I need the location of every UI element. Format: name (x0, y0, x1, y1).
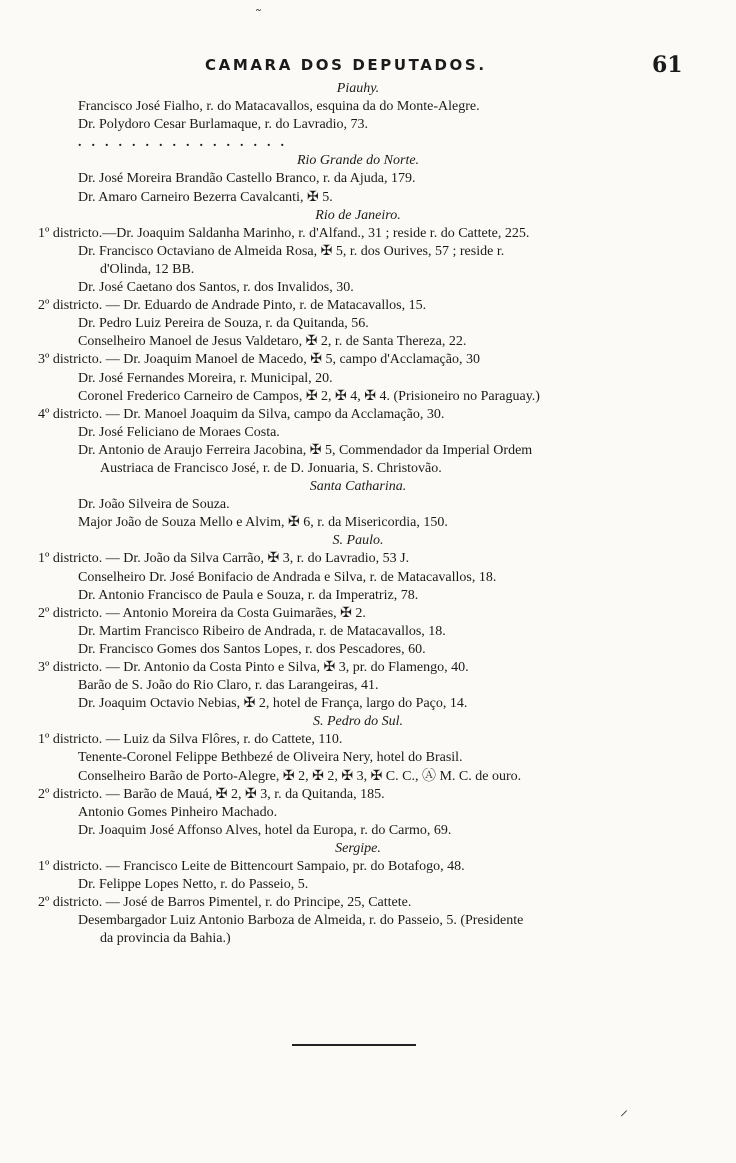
district-entry: 2º districto. — Antonio Moreira da Costa Guimarães, ✠ 2. (38, 605, 366, 621)
entry-line: Conselheiro Manoel de Jesus Valdetaro, ✠ 2, r. de Santa Thereza, 22. (78, 334, 467, 350)
entry-line: Dr. Polydoro Cesar Burlamaque, r. do Lavradio, 73. (78, 117, 369, 133)
entry-line: Conselheiro Dr. José Bonifacio de Andrada e Silva, r. de Matacavallos, 18. (78, 569, 497, 585)
entry-line: Dr. Joaquim José Affonso Alves, hotel da Europa, r. do Carmo, 69. (78, 822, 452, 838)
entry-line: Antonio Gomes Pinheiro Machado. (78, 804, 278, 820)
district-entry: 2º districto. — Dr. Eduardo de Andrade Pinto, r. de Matacavallos, 15. (38, 298, 427, 314)
province-heading: Santa Catharina. (309, 479, 407, 495)
entry-line: Barão de S. João do Rio Claro, r. das Larangeiras, 41. (78, 678, 379, 694)
district-entry: 1º districto. — Luiz da Silva Flôres, r. do Cattete, 110. (38, 732, 343, 748)
entry-line: Francisco José Fialho, r. do Matacavallos, esquina da do Monte-Alegre. (78, 99, 480, 115)
entry-line: Conselheiro Barão de Porto-Alegre, ✠ 2, ✠ 2, ✠ 3, ✠ C. C., Ⓐ M. C. de ouro. (78, 768, 522, 784)
district-entry: 2º districto. — José de Barros Pimentel, r. do Principe, 25, Cattete. (38, 895, 412, 911)
entry-line: Dr. José Caetano dos Santos, r. dos Invalidos, 30. (78, 280, 354, 296)
entry-line: Dr. José Moreira Brandão Castello Branco, r. da Ajuda, 179. (78, 171, 416, 187)
entry-line: Dr. Amaro Carneiro Bezerra Cavalcanti, ✠ 5. (78, 189, 333, 205)
stray-mark: ˜ (255, 8, 262, 24)
ellipsis-line: ................ (78, 135, 294, 151)
entry-line: Dr. Joaquim Octavio Nebias, ✠ 2, hotel de França, largo do Paço, 14. (78, 696, 468, 712)
running-title: CAMARA DOS DEPUTADOS. (205, 56, 487, 74)
entry-line: Dr. Pedro Luiz Pereira de Souza, r. da Quitanda, 56. (78, 316, 369, 332)
entry-line: Dr. Francisco Octaviano de Almeida Rosa, ✠ 5, r. dos Ourives, 57 ; reside r. (78, 243, 505, 259)
entry-line: Dr. Antonio de Araujo Ferreira Jacobina, ✠ 5, Commendador da Imperial Ordem (78, 442, 533, 458)
entry-line: Dr. Felippe Lopes Netto, r. do Passeio, 5. (78, 877, 309, 893)
district-entry: 1º districto. — Dr. João da Silva Carrão, ✠ 3, r. do Lavradio, 53 J. (38, 551, 410, 567)
district-entry: 3º districto. — Dr. Joaquim Manoel de Macedo, ✠ 5, campo d'Acclamação, 30 (38, 352, 480, 368)
entry-line: Dr. Antonio Francisco de Paula e Souza, r. da Imperatriz, 78. (78, 587, 419, 603)
deputies-list (38, 80, 678, 949)
page-number: 61 (652, 52, 683, 78)
entry-line: Dr. João Silveira de Souza. (78, 497, 230, 513)
province-heading: Sergipe. (335, 840, 381, 856)
entry-line: Dr. José Fernandes Moreira, r. Municipal, 20. (78, 370, 333, 386)
entry-line: Major João de Souza Mello e Alvim, ✠ 6, r. da Misericordia, 150. (78, 515, 448, 531)
district-entry: 2º districto. — Barão de Mauá, ✠ 2, ✠ 3, r. da Quitanda, 185. (38, 786, 385, 802)
province-heading: S. Paulo. (332, 533, 384, 549)
district-entry: 1º districto.—Dr. Joaquim Saldanha Marinho, r. d'Alfand., 31 ; reside r. do Cattete, 225. (38, 225, 530, 241)
province-heading: Rio Grande do Norte. (296, 153, 420, 169)
province-heading: Rio de Janeiro. (315, 207, 401, 223)
entry-line: Tenente-Coronel Felippe Bethbezé de Oliveira Nery, hotel do Brasil. (78, 750, 463, 766)
page-header (0, 52, 736, 80)
entry-line: Dr. Martim Francisco Ribeiro de Andrada, r. de Matacavallos, 18. (78, 623, 446, 639)
district-entry: 3º districto. — Dr. Antonio da Costa Pinto e Silva, ✠ 3, pr. do Flamengo, 40. (38, 660, 469, 675)
entry-line: Dr. José Feliciano de Moraes Costa. (78, 424, 280, 440)
closing-rule (292, 1044, 416, 1046)
entry-continuation: d'Olinda, 12 BB. (100, 261, 195, 277)
entry-continuation: Austriaca de Francisco José, r. de D. Jonuaria, S. Christovão. (100, 460, 442, 476)
entry-line: Dr. Francisco Gomes dos Santos Lopes, r. dos Pescadores, 60. (78, 641, 426, 657)
province-heading: Piauhy. (336, 81, 380, 96)
entry-continuation: da provincia da Bahia.) (100, 931, 231, 947)
province-heading: S. Pedro do Sul. (312, 714, 404, 730)
entry-line: Coronel Frederico Carneiro de Campos, ✠ 2, ✠ 4, ✠ 4. (Prisioneiro no Paraguay.) (78, 388, 540, 404)
entry-line: Desembargador Luiz Antonio Barboza de Almeida, r. do Passeio, 5. (Presidente (78, 913, 524, 929)
stray-mark: ⸝ (620, 1100, 629, 1119)
district-entry: 4º districto. — Dr. Manoel Joaquim da Silva, campo da Acclamação, 30. (38, 406, 445, 422)
district-entry: 1º districto. — Francisco Leite de Bittencourt Sampaio, pr. do Botafogo, 48. (38, 859, 465, 875)
